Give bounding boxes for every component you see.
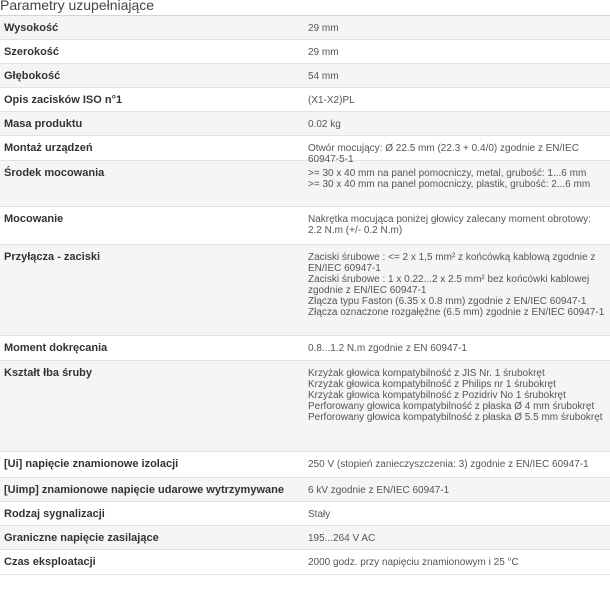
spec-label: Przyłącza - zaciski: [4, 251, 101, 263]
spec-row-terminal-iso: [0, 88, 610, 112]
spec-value: [306, 502, 610, 525]
spec-row-supply-voltage-limits: [0, 526, 610, 550]
spec-label: Kształt łba śruby: [4, 367, 93, 379]
spec-row-fixing-means: [0, 161, 610, 207]
spec-row-product-weight: [0, 112, 610, 136]
spec-value-line: 29 mm: [308, 47, 339, 58]
spec-value-line: Perforowany głowica kompatybilność z płaska Ø 4 mm śrubokręt: [308, 401, 595, 412]
spec-value-line: Krzyżak głowica kompatybilność z Philips nr 1 śrubokręt: [308, 379, 556, 390]
spec-row-connections: [0, 245, 610, 336]
spec-value-line: 54 mm: [308, 71, 339, 82]
spec-value: [306, 550, 610, 574]
spec-label: Czas eksploatacji: [4, 556, 96, 568]
spec-row-tightening-torque: [0, 336, 610, 361]
spec-label: Montaż urządzeń: [4, 142, 93, 154]
spec-value-line: 2000 godz. przy napięciu znamionowym i 25 °C: [308, 557, 519, 568]
spec-value-line: Krzyżak głowica kompatybilność z JIS Nr. 1 śrubokręt: [308, 368, 545, 379]
spec-value-line: Stały: [308, 509, 331, 520]
spec-value-line: Zaciski śrubowe : <= 2 x 1,5 mm² z końcówką kablową zgodnie z EN/IEC 60947-1: [308, 252, 596, 274]
spec-row-depth: [0, 64, 610, 88]
spec-value-line: 0.8...1.2 N.m zgodnie z EN 60947-1: [308, 343, 467, 354]
spec-value-line: Perforowany głowica kompatybilność z płaska Ø 5.5 mm śrubokręt: [308, 412, 603, 423]
spec-table: [0, 16, 610, 575]
spec-value: [306, 64, 610, 87]
spec-value-line: 0.02 kg: [308, 119, 341, 130]
spec-label: [Uimp] znamionowe napięcie udarowe wytrzymywane: [4, 484, 284, 496]
spec-value-line: Otwór mocujący: Ø 22.5 mm (22.3 + 0.4/0) zgodnie z EN/IEC 60947-5-1: [308, 143, 579, 165]
spec-label: Wysokość: [4, 22, 59, 34]
spec-value-line: >= 30 x 40 mm na panel pomocniczy, metal, grubość: 1...6 mm: [308, 168, 587, 179]
spec-label: Rodzaj sygnalizacji: [4, 508, 105, 520]
spec-row-width: [0, 40, 610, 64]
spec-row-fastening: [0, 207, 610, 245]
spec-label: Moment dokręcania: [4, 342, 108, 354]
spec-value: [306, 161, 610, 206]
spec-label: Opis zacisków ISO n°1: [4, 94, 123, 106]
spec-value: [306, 207, 610, 244]
spec-value: [306, 245, 610, 335]
section-title: Parametry uzupełniające: [0, 0, 155, 13]
spec-value: [306, 526, 610, 549]
spec-value: [306, 16, 610, 39]
spec-value: [306, 40, 610, 63]
spec-value-line: Zaciski śrubowe : 1 x 0.22...2 x 2.5 mm² bez końcówki kablowej zgodnie z EN/IEC 60947-1: [308, 274, 590, 296]
spec-value-line: 29 mm: [308, 23, 339, 34]
spec-row-uimp-impulse-voltage: [0, 478, 610, 502]
spec-row-screw-head: [0, 361, 610, 452]
spec-value: [306, 336, 610, 360]
spec-row-signalling-type: [0, 502, 610, 526]
spec-value: [306, 452, 610, 477]
spec-value-line: (X1-X2)PL: [308, 95, 355, 106]
spec-row-ui-insulation-voltage: [0, 452, 610, 478]
spec-value-line: Złącza typu Faston (6.35 x 0.8 mm) zgodnie z EN/IEC 60947-1: [308, 296, 587, 307]
spec-value-line: 195...264 V AC: [308, 533, 376, 544]
spec-label: Masa produktu: [4, 118, 83, 130]
spec-value-line: Złącza oznaczone rozgałęźne (6.5 mm) zgodnie z EN/IEC 60947-1: [308, 307, 605, 318]
spec-value: [306, 112, 610, 135]
spec-label: Głębokość: [4, 70, 61, 82]
spec-value-line: 250 V (stopień zanieczyszczenia: 3) zgodnie z EN/IEC 60947-1: [308, 459, 589, 470]
spec-label: Mocowanie: [4, 213, 64, 225]
spec-row-service-life: [0, 550, 610, 575]
spec-row-mounting: [0, 136, 610, 165]
spec-value-line: Nakrętka mocująca poniżej głowicy zalecany moment obrotowy: 2.2 N.m (+/- 0.2 N.m): [308, 214, 591, 236]
spec-value-line: 6 kV zgodnie z EN/IEC 60947-1: [308, 485, 450, 496]
spec-label: Graniczne napięcie zasilające: [4, 532, 159, 544]
spec-label: [Ui] napięcie znamionowe izolacji: [4, 458, 179, 470]
spec-value: [306, 88, 610, 111]
spec-value: [306, 361, 610, 451]
spec-value-line: >= 30 x 40 mm na panel pomocniczy, plastik, grubość: 2...6 mm: [308, 179, 591, 190]
spec-label: Środek mocowania: [4, 167, 105, 179]
spec-label: Szerokość: [4, 46, 60, 58]
spec-value: [306, 136, 610, 165]
spec-value-line: Krzyżak głowica kompatybilność z Pozidriv No 1 śrubokręt: [308, 390, 566, 401]
spec-row-height: [0, 16, 610, 40]
spec-value: [306, 478, 610, 501]
